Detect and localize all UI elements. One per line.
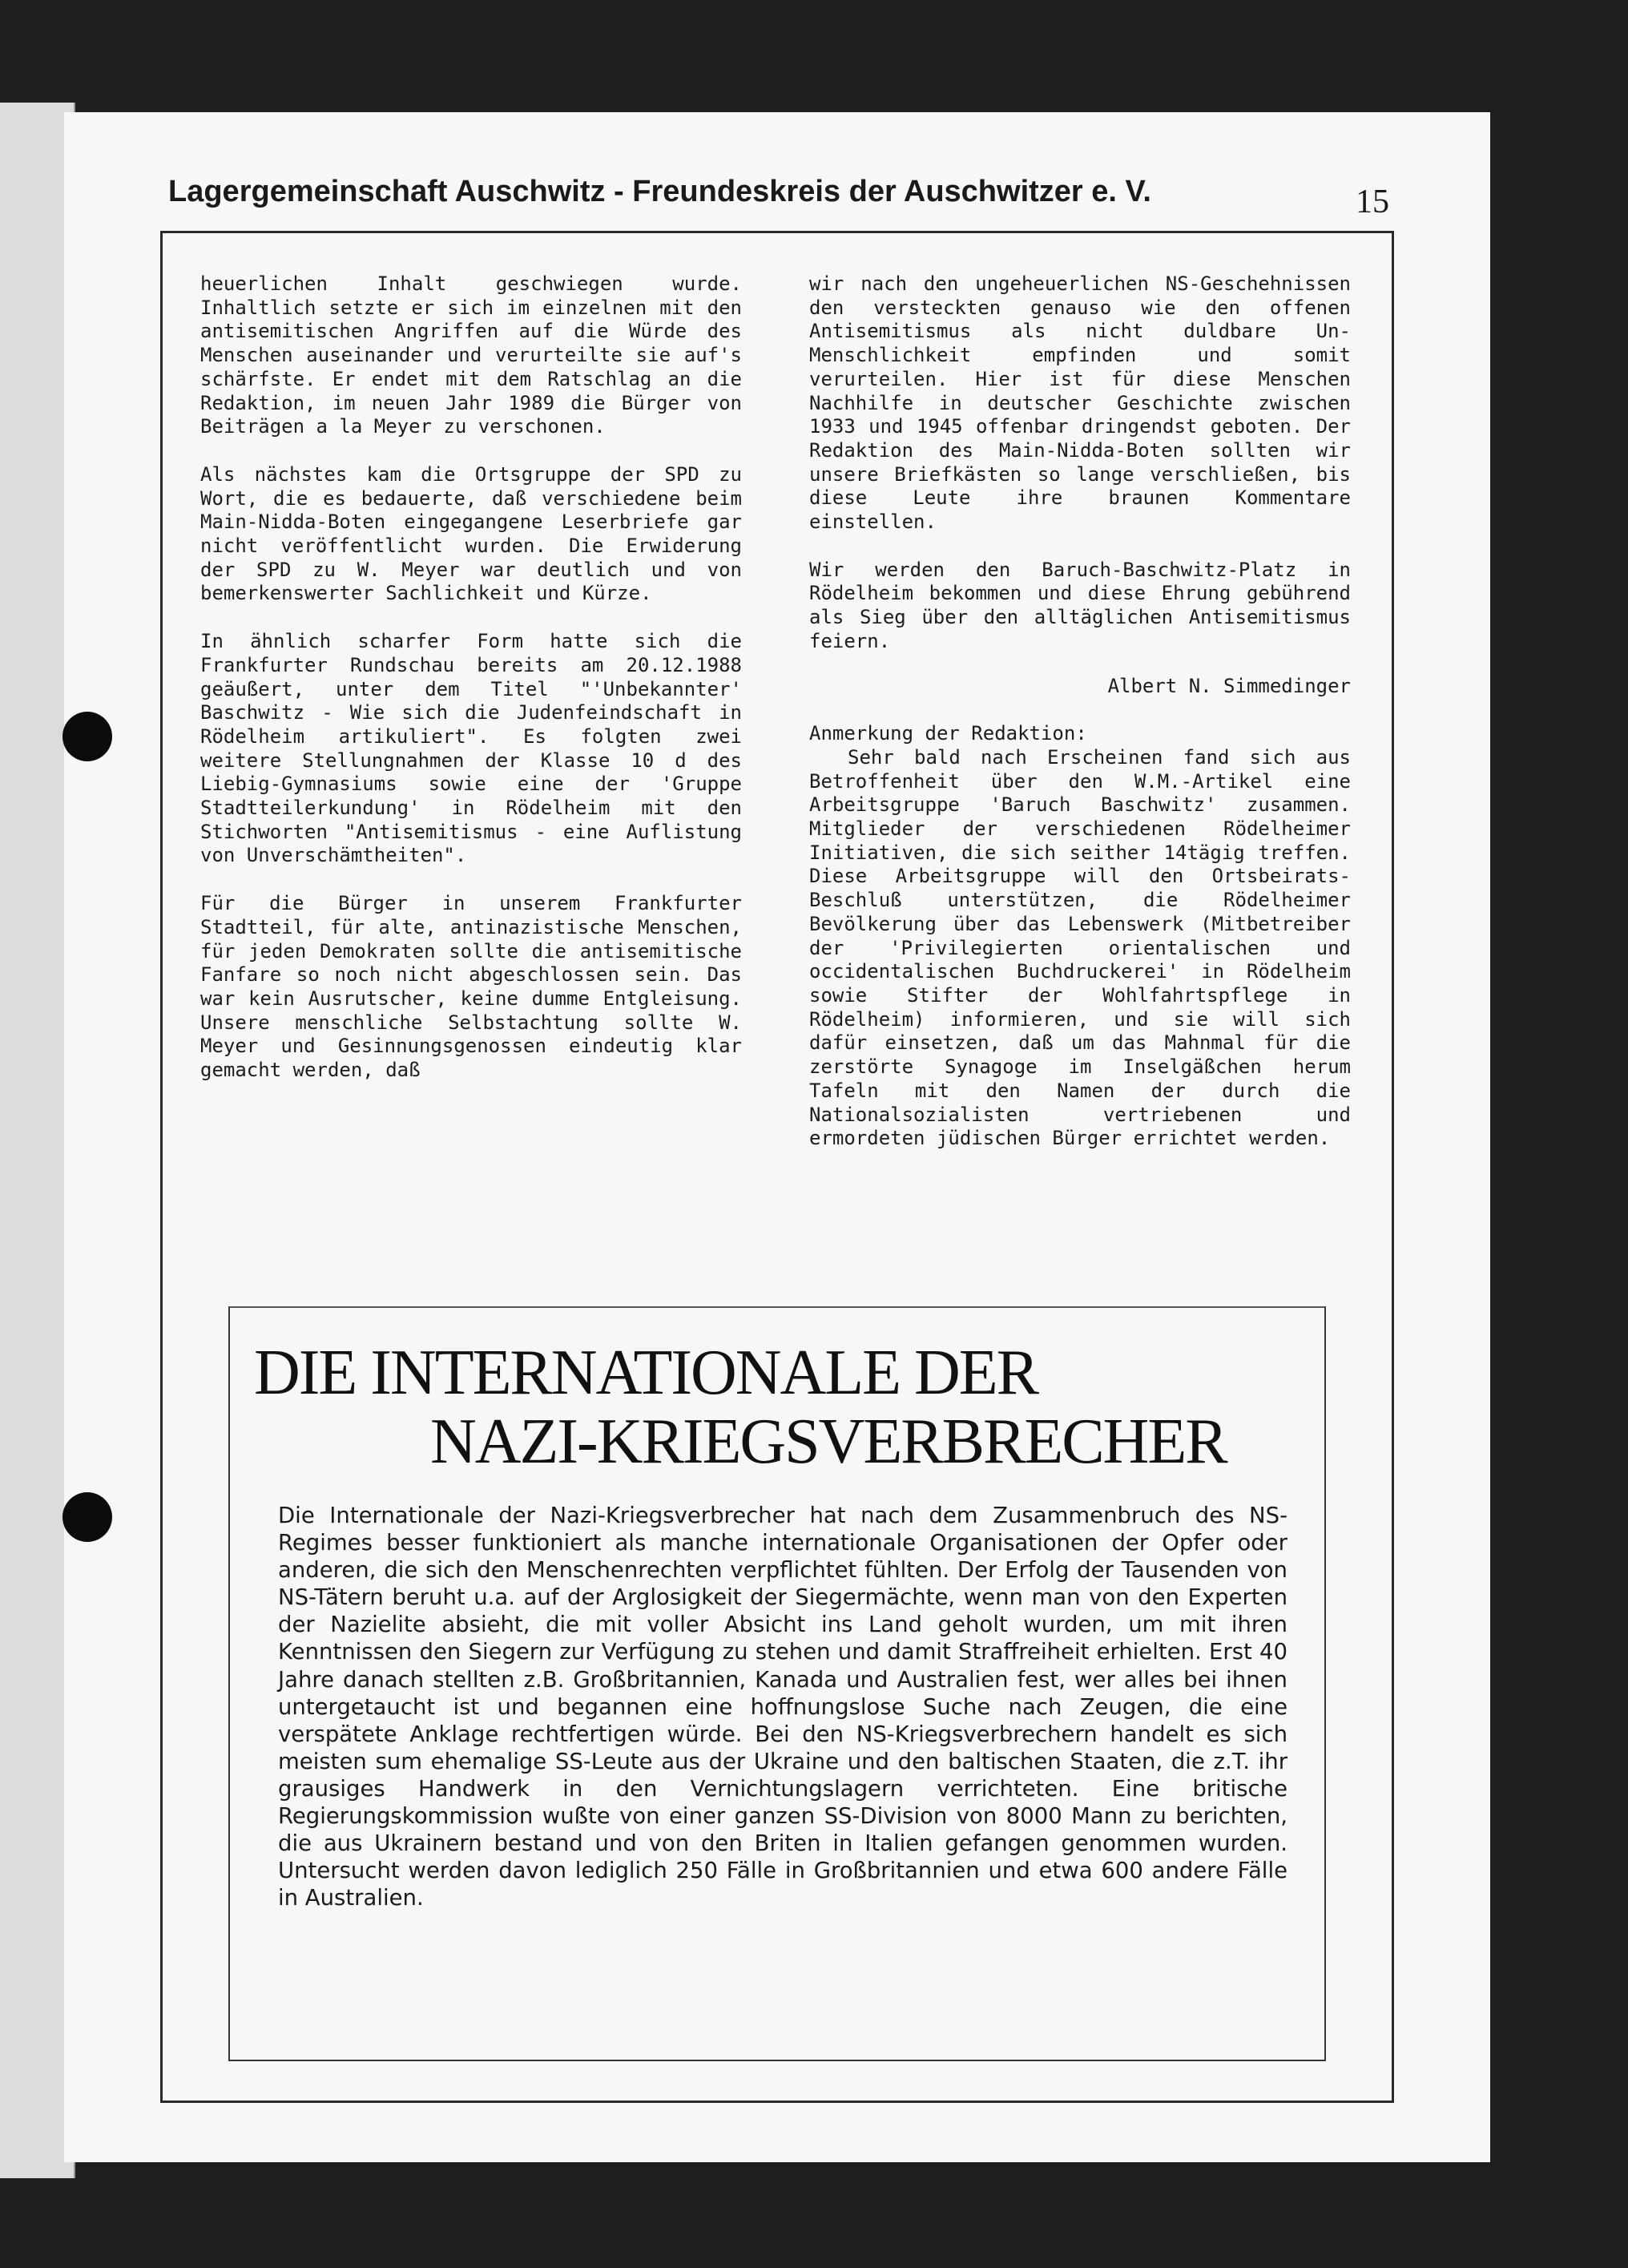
paragraph: Für die Bürger in unserem Frankfurter Stadtteil, für alte, antinazistische Menschen, für jeden Demokraten sollte die antisemitische Fanfare so noch nicht abgeschlossen sein. Das war kein Ausrutscher, keine dumme Entgleisung. Unsere menschliche Selbstachtung sollte W. Meyer und Gesinnungsgenossen eindeutig klar gemacht werden, daß (200, 892, 742, 1082)
page-number: 15 (1356, 184, 1389, 220)
paragraph: Als nächstes kam die Ortsgruppe der SPD zu Wort, die es bedauerte, daß verschiedene beim Main-Nidda-Boten eingegangene Leserbriefe gar nicht veröffentlicht wurden. Die Erwiderung der SPD zu W. Meyer war deutlich und von bemerkenswerter Sachlichkeit und Kürze. (200, 462, 742, 605)
box-body: Die Internationale der Nazi-Kriegsverbrecher hat nach dem Zusammenbruch des NS-Regimes besser funktioniert als manche internationale Organisationen der Opfer oder anderen, die sich den Menschenrechten verpflichtet fühlten. Der Erfolg der Tausenden von NS-Tätern beruht u.a. auf der Arglosigkeit der Siegermächte, wenn man von den Experten der Nazielite absieht, die mit voller Absicht ins Land geholt wurden, um mit ihren Kenntnissen den Siegern zur Verfügung zu stehen und damit Straffreiheit erhielten. Erst 40 Jahre danach stellten z.B. Großbritannien, Kanada und Australien fest, wer alles bei ihnen untergetaucht ist und begannen eine hoffnungslose Suche nach Zeugen, die eine verspätete Anklage rechtfertigen würde. Bei den NS-Kriegsverbrechern handelt es sich meisten sum ehemalige SS-Leute aus der Ukraine und den baltischen Staaten, die z.T. ihr grausiges Handwerk in den Vernichtungslagern verrichteten. Eine britische Regierungskommission wußte von einer ganzen SS-Division von 8000 Mann zu berichten, die aus Ukrainern bestand und von den Briten in Italien gefangen genommen wurden. Untersucht werden davon lediglich 250 Fälle in Großbritannien und etwa 600 andere Fälle in Australien. (278, 1503, 1287, 1911)
binder-hole (62, 712, 112, 761)
page-header: Lagergemeinschaft Auschwitz - Freundeskreis der Auschwitzer e. V. (168, 175, 1151, 208)
box-title-line-1: DIE INTERNATIONALE DER (254, 1338, 1038, 1408)
left-column (200, 272, 742, 1107)
box-title-line-2: NAZI-KRIEGSVERBRECHER (430, 1406, 1227, 1477)
article-box (228, 1306, 1326, 2061)
paragraph: wir nach den ungeheuerlichen NS-Geschehnissen den versteckten genauso wie den offenen Antisemitismus als nicht duldbare Un-Menschlichkeit empfinden und somit verurteilen. Hier ist für diese Menschen Nachhilfe in deutscher Geschichte zwischen 1933 und 1945 offenbar dringendst geboten. Der Redaktion des Main-Nidda-Boten sollten wir unsere Briefkästen so lange verschließen, bis diese Leute ihre braunen Kommentare einstellen. (809, 272, 1351, 534)
right-column (809, 272, 1351, 1175)
binder-hole (62, 1492, 112, 1542)
document-page (64, 112, 1490, 2162)
paragraph: In ähnlich scharfer Form hatte sich die Frankfurter Rundschau bereits am 20.12.1988 geäußert, unter dem Titel "'Unbekannter' Baschwitz - Wie sich die Judenfeindschaft in Rödelheim artikuliert". Es folgten zwei weitere Stellungnahmen der Klasse 10 d des Liebig-Gymnasiums sowie eine der 'Gruppe Stadtteilerkundung' in Rödelheim mit den Stichworten "Antisemitismus - eine Auflistung von Unverschämtheiten". (200, 630, 742, 867)
paragraph: Wir werden den Baruch-Baschwitz-Platz in Rödelheim bekommen und diese Ehrung gebührend als Sieg über den alltäglichen Antisemitismus feiern. (809, 558, 1351, 652)
paragraph: heuerlichen Inhalt geschwiegen wurde. Inhaltlich setzte er sich im einzelnen mit den antisemitischen Angriffen auf die Würde des Menschen auseinander und verurteilte sie auf's schärfste. Er endet mit dem Ratschlag an die Redaktion, im neuen Jahr 1989 die Bürger von Beiträgen a la Meyer zu verschonen. (200, 272, 742, 438)
author-signature: Albert N. Simmedinger (1107, 674, 1351, 697)
note-heading: Anmerkung der Redaktion: (809, 722, 1087, 745)
note-body: Sehr bald nach Erscheinen fand sich aus Betroffenheit über den W.M.-Artikel eine Arbeitsgruppe 'Baruch Baschwitz' zusammen. Mitglieder der verschiedenen Rödelheimer Initiativen, die sich seither 14tägig treffen. Diese Arbeitsgruppe will den Ortsbeirats-Beschluß unterstützen, die Rödelheimer Bevölkerung über das Lebenswerk (Mitbetreiber der 'Privilegierten orientalischen und occidentalischen Buchdruckerei' in Rödelheim sowie Stifter der Wohlfahrtspflege in Rödelheim) informieren, und sie will sich dafür einsetzen, daß um das Mahnmal für die zerstörte Synagoge im Inselgäßchen herum Tafeln mit den Namen der durch die Nationalsozialisten vertriebenen und ermordeten jüdischen Bürger errichtet werden. (809, 745, 1351, 1150)
